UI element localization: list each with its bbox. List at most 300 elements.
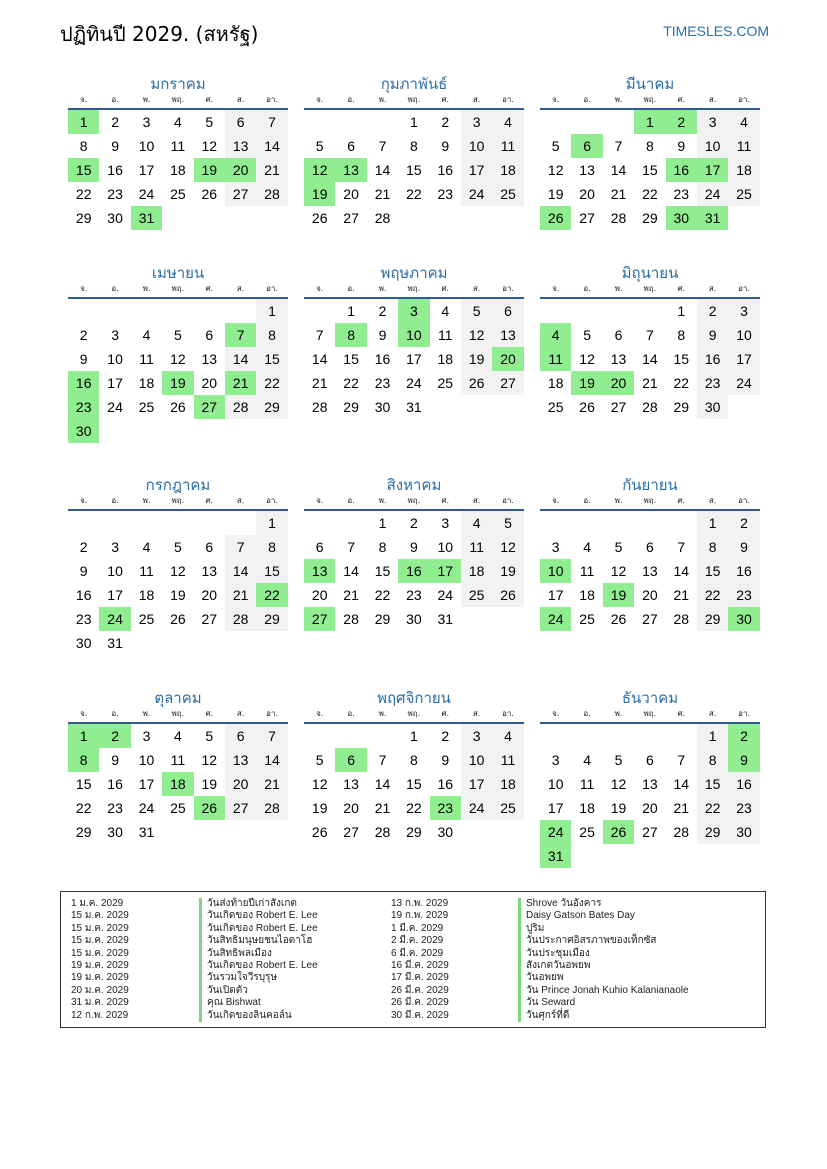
day-cell: 9 [111,138,119,154]
day-cell: 25 [492,796,523,820]
holiday-date: 31 ม.ค. 2029 [71,997,129,1009]
weekday-label: พฤ. [643,709,657,718]
day-cell: 12 [311,776,328,792]
day-cell: 19 [610,800,627,816]
weekday-header [540,495,760,511]
holiday-name: วันเกิดของ Robert E. Lee [199,910,318,922]
day-cell: 31 [138,824,155,840]
day-cell: 11 [437,327,453,343]
day-cell: 2 [697,299,728,323]
weekday-label: จ. [316,709,324,718]
day-cell: 5 [205,114,214,130]
holiday-name: Shrove วันอังคาร [518,898,689,910]
day-grid [68,110,288,230]
day-cell: 12 [610,563,627,579]
day-cell: 6 [645,752,654,768]
holiday-day-cell: 2 [728,724,759,748]
weekday-label: พ. [378,496,387,505]
day-cell: 14 [225,559,256,583]
day-cell: 18 [461,559,492,583]
weekday-label: พ. [378,709,387,718]
holiday-day-cell: 24 [99,607,130,631]
weekday-label: พฤ. [171,284,185,293]
day-cell: 20 [642,587,658,603]
day-cell: 7 [256,110,287,134]
month-calendar [68,473,288,655]
day-cell: 22 [697,583,728,607]
holiday-day-cell: 19 [194,158,225,182]
day-cell: 31 [437,611,454,627]
day-cell: 1 [697,511,728,535]
holiday-day-cell: 1 [68,110,99,134]
holiday-name: วันเกิดของ Robert E. Lee [199,923,318,935]
day-cell: 25 [138,611,155,627]
day-cell: 24 [697,182,728,206]
month-name: ตุลาคม [154,689,202,707]
day-cell: 25 [579,824,595,840]
holiday-day-cell: 16 [398,559,429,583]
day-cell: 12 [610,776,627,792]
weekday-label: ส. [708,709,717,718]
day-cell: 15 [673,351,690,367]
day-cell: 9 [441,752,450,768]
weekday-label: ส. [472,709,481,718]
day-cell: 16 [75,587,92,603]
day-cell: 23 [697,371,728,395]
day-cell: 10 [138,752,155,768]
day-cell: 18 [492,772,523,796]
weekday-label: พฤ. [643,496,657,505]
holiday-names-col-1 [199,898,318,1022]
day-cell: 15 [374,563,391,579]
holiday-day-cell: 17 [697,158,728,182]
day-cell: 9 [111,752,119,768]
day-cell: 7 [347,539,355,555]
empty-cell [304,511,335,535]
day-cell: 3 [551,752,560,768]
day-cell: 26 [610,611,627,627]
weekday-label: ส. [708,95,717,104]
site-brand-link[interactable]: TIMESLES.COM [663,23,769,39]
day-cell: 17 [461,158,492,182]
empty-cell [634,511,665,535]
holiday-name: Daisy Gatson Bates Day [518,910,689,922]
day-cell: 5 [614,752,623,768]
day-grid [68,724,288,844]
weekday-label: ศ. [677,284,686,293]
month-name: มีนาคม [625,75,675,93]
holiday-day-cell: 30 [68,419,99,443]
holiday-day-cell: 2 [666,110,697,134]
weekday-label: อา. [502,284,514,293]
day-cell: 12 [492,535,523,559]
empty-cell [335,110,366,134]
day-cell: 31 [406,399,422,415]
day-cell: 7 [256,724,287,748]
day-cell: 16 [697,347,728,371]
holiday-day-cell: 26 [194,796,225,820]
day-grid [68,299,288,443]
weekday-label: ส. [472,284,481,293]
holiday-day-cell: 9 [728,748,759,772]
weekday-label: พฤ. [407,284,421,293]
weekday-label: ส. [472,95,481,104]
day-cell: 28 [642,399,658,415]
holiday-day-cell: 16 [68,371,99,395]
day-cell: 18 [547,375,564,391]
day-cell: 14 [610,162,627,178]
day-cell: 26 [311,824,328,840]
day-cell: 28 [225,395,256,419]
day-cell: 2 [79,327,88,343]
day-cell: 26 [311,210,328,226]
month-calendar [68,686,288,844]
day-cell: 24 [461,182,492,206]
empty-cell [603,511,634,535]
day-cell: 7 [378,752,387,768]
day-cell: 16 [107,162,123,178]
weekday-label: พฤ. [407,496,421,505]
day-cell: 18 [170,162,186,178]
day-cell: 26 [492,583,523,607]
day-cell: 5 [614,539,623,555]
day-cell: 11 [579,563,595,579]
empty-cell [194,299,225,323]
day-cell: 23 [673,186,690,202]
empty-cell [131,511,162,535]
day-cell: 12 [579,351,595,367]
holiday-day-cell: 19 [603,583,634,607]
day-cell: 5 [492,511,523,535]
empty-cell [571,724,602,748]
day-cell: 5 [583,327,591,343]
day-cell: 12 [170,563,186,579]
holiday-name: ปูริม [518,923,689,935]
day-cell: 4 [728,110,759,134]
weekday-label: อ. [347,496,355,505]
day-cell: 14 [225,347,256,371]
empty-cell [540,299,571,323]
day-cell: 29 [697,820,728,844]
day-cell: 21 [225,583,256,607]
day-cell: 9 [79,351,88,367]
day-cell: 27 [201,611,218,627]
weekday-label: พ. [378,95,387,104]
weekday-header [304,495,524,511]
empty-cell [603,299,634,323]
day-cell: 29 [374,611,391,627]
empty-cell [367,724,398,748]
month-calendar [68,72,288,230]
day-cell: 28 [374,824,391,840]
day-cell: 3 [461,724,492,748]
day-cell: 1 [677,303,686,319]
holiday-name: วัน Prince Jonah Kuhio Kalanianaole [518,985,689,997]
day-cell: 19 [547,186,564,202]
day-cell: 25 [437,375,454,391]
holiday-name: วันสิทธิมนุษยชนไอดาโฮ [199,935,318,947]
empty-cell [666,511,697,535]
day-cell: 15 [406,162,422,178]
holiday-day-cell: 20 [492,347,523,371]
day-cell: 8 [697,748,728,772]
day-cell: 4 [142,539,151,555]
weekday-header [68,495,288,511]
weekday-label: อา. [738,95,750,104]
weekday-label: อ. [347,95,355,104]
day-cell: 5 [315,752,324,768]
empty-cell [335,724,366,748]
empty-cell [603,724,634,748]
holiday-date: 15 ม.ค. 2029 [71,935,129,947]
holiday-dates-col-2 [391,898,449,1022]
day-cell: 29 [406,824,422,840]
day-cell: 27 [343,824,359,840]
day-cell: 9 [378,327,387,343]
day-cell: 17 [138,776,155,792]
day-cell: 10 [138,138,155,154]
day-cell: 18 [579,800,595,816]
empty-cell [571,110,602,134]
day-cell: 21 [374,800,391,816]
day-cell: 9 [728,535,759,559]
day-cell: 15 [256,559,287,583]
day-cell: 18 [138,375,155,391]
day-cell: 14 [256,748,287,772]
weekday-header [304,283,524,299]
day-cell: 2 [441,728,450,744]
empty-cell [571,299,602,323]
day-cell: 4 [583,539,591,555]
holiday-date: 19 ม.ค. 2029 [71,959,129,971]
weekday-label: ส. [708,284,717,293]
weekday-header [540,708,760,724]
weekday-label: จ. [316,95,324,104]
weekday-label: พ. [614,496,623,505]
day-cell: 8 [697,535,728,559]
weekday-label: อา. [738,709,750,718]
day-cell: 23 [107,800,123,816]
weekday-label: ส. [236,95,245,104]
month-calendar [540,261,760,419]
holiday-name: วันสิทธิพลเมือง [199,948,318,960]
holiday-list [60,891,766,1028]
month-name: กุมภาพันธ์ [380,75,448,93]
day-cell: 20 [225,772,256,796]
holiday-date: 30 มี.ค. 2029 [391,1009,449,1021]
holiday-day-cell: 23 [68,395,99,419]
day-cell: 7 [378,138,387,154]
day-cell: 27 [579,210,595,226]
month-name: กรกฎาคม [145,476,211,494]
weekday-label: อ. [583,496,591,505]
weekday-header [304,708,524,724]
empty-cell [603,110,634,134]
day-cell: 13 [225,748,256,772]
day-cell: 25 [492,182,523,206]
day-cell: 15 [697,772,728,796]
day-cell: 2 [409,515,418,531]
day-cell: 2 [728,511,759,535]
day-cell: 1 [256,511,287,535]
weekday-label: ศ. [677,95,686,104]
weekday-label: จ. [80,284,88,293]
day-cell: 2 [111,114,119,130]
day-cell: 7 [677,539,686,555]
holiday-day-cell: 8 [68,748,99,772]
day-cell: 7 [315,327,324,343]
day-cell: 13 [201,563,218,579]
day-cell: 15 [256,347,287,371]
holiday-day-cell: 3 [398,299,429,323]
holiday-date: 15 ม.ค. 2029 [71,947,129,959]
holiday-day-cell: 10 [398,323,429,347]
day-cell: 17 [406,351,422,367]
day-cell: 20 [201,587,218,603]
holiday-day-cell: 6 [571,134,602,158]
weekday-label: ส. [472,496,481,505]
weekday-label: อ. [583,284,591,293]
empty-cell [225,511,256,535]
weekday-label: อ. [347,709,355,718]
holiday-date: 26 มี.ค. 2029 [391,984,449,996]
weekday-label: อา. [266,95,278,104]
holiday-date: 12 ก.พ. 2029 [71,1009,129,1021]
day-cell: 15 [697,559,728,583]
holiday-day-cell: 31 [540,844,571,868]
day-cell: 3 [142,114,151,130]
weekday-label: อา. [266,496,278,505]
day-cell: 4 [492,724,523,748]
day-grid [540,110,760,230]
month-calendar [304,72,524,230]
holiday-day-cell: 13 [304,559,335,583]
holiday-dates-col-1 [71,898,129,1022]
weekday-label: จ. [80,496,88,505]
day-cell: 7 [614,138,623,154]
day-cell: 7 [645,327,654,343]
holiday-name: สังเกตวันอพยพ [518,960,689,972]
weekday-label: พฤ. [171,496,185,505]
day-cell: 17 [138,162,155,178]
day-cell: 10 [547,776,564,792]
holiday-name: วันรวมใจวีรบุรุษ [199,972,318,984]
day-cell: 22 [75,800,92,816]
day-cell: 5 [173,327,182,343]
day-cell: 3 [728,299,759,323]
day-cell: 22 [374,587,391,603]
holiday-day-cell: 6 [335,748,366,772]
month-name: สิงหาคม [386,476,442,494]
day-cell: 6 [315,539,324,555]
day-cell: 20 [343,800,359,816]
weekday-header [304,94,524,110]
day-cell: 28 [311,399,328,415]
month-name: มิถุนายน [621,264,679,282]
day-cell: 30 [697,395,728,419]
holiday-day-cell: 22 [256,583,287,607]
day-cell: 29 [673,399,690,415]
day-cell: 30 [107,210,123,226]
day-cell: 11 [461,535,492,559]
day-cell: 14 [673,563,690,579]
weekday-label: อ. [111,95,119,104]
weekday-header [68,283,288,299]
day-cell: 28 [610,210,627,226]
weekday-label: จ. [316,284,324,293]
holiday-day-cell: 26 [603,820,634,844]
month-calendar [68,261,288,443]
day-cell: 29 [256,395,287,419]
day-cell: 11 [492,134,523,158]
empty-cell [131,299,162,323]
holiday-day-cell: 24 [540,820,571,844]
day-cell: 29 [343,399,359,415]
holiday-day-cell: 30 [666,206,697,230]
holiday-day-cell: 11 [540,347,571,371]
empty-cell [540,724,571,748]
day-grid [304,511,524,631]
weekday-label: พฤ. [643,284,657,293]
day-cell: 27 [492,371,523,395]
day-cell: 1 [409,114,418,130]
weekday-label: พ. [614,709,623,718]
day-cell: 10 [437,539,454,555]
day-cell: 3 [461,110,492,134]
day-cell: 22 [75,186,92,202]
holiday-day-cell: 31 [697,206,728,230]
day-cell: 8 [378,539,387,555]
empty-cell [540,110,571,134]
day-cell: 28 [343,611,359,627]
day-cell: 8 [256,323,287,347]
day-cell: 30 [374,399,391,415]
holiday-date: 15 ม.ค. 2029 [71,922,129,934]
day-cell: 4 [492,110,523,134]
day-grid [304,110,524,230]
holiday-day-cell: 18 [162,772,193,796]
day-cell: 3 [111,327,119,343]
day-cell: 11 [139,351,154,367]
day-cell: 4 [173,728,182,744]
holiday-day-cell: 15 [68,158,99,182]
day-cell: 27 [343,210,359,226]
day-cell: 17 [107,587,123,603]
holiday-day-cell: 13 [335,158,366,182]
holiday-day-cell: 19 [162,371,193,395]
day-cell: 25 [461,583,492,607]
day-cell: 28 [256,182,287,206]
day-cell: 30 [437,824,454,840]
weekday-label: อ. [583,709,591,718]
day-cell: 13 [579,162,595,178]
day-grid [68,511,288,655]
weekday-label: ส. [236,284,245,293]
day-cell: 22 [697,796,728,820]
weekday-label: ศ. [441,284,450,293]
weekday-header [68,708,288,724]
day-cell: 22 [406,800,422,816]
weekday-label: ศ. [205,284,214,293]
day-grid [540,724,760,868]
day-cell: 4 [583,752,591,768]
day-cell: 9 [697,323,728,347]
day-cell: 9 [441,138,450,154]
holiday-day-cell: 26 [540,206,571,230]
month-calendar [540,72,760,230]
day-cell: 8 [256,535,287,559]
day-cell: 28 [673,611,690,627]
